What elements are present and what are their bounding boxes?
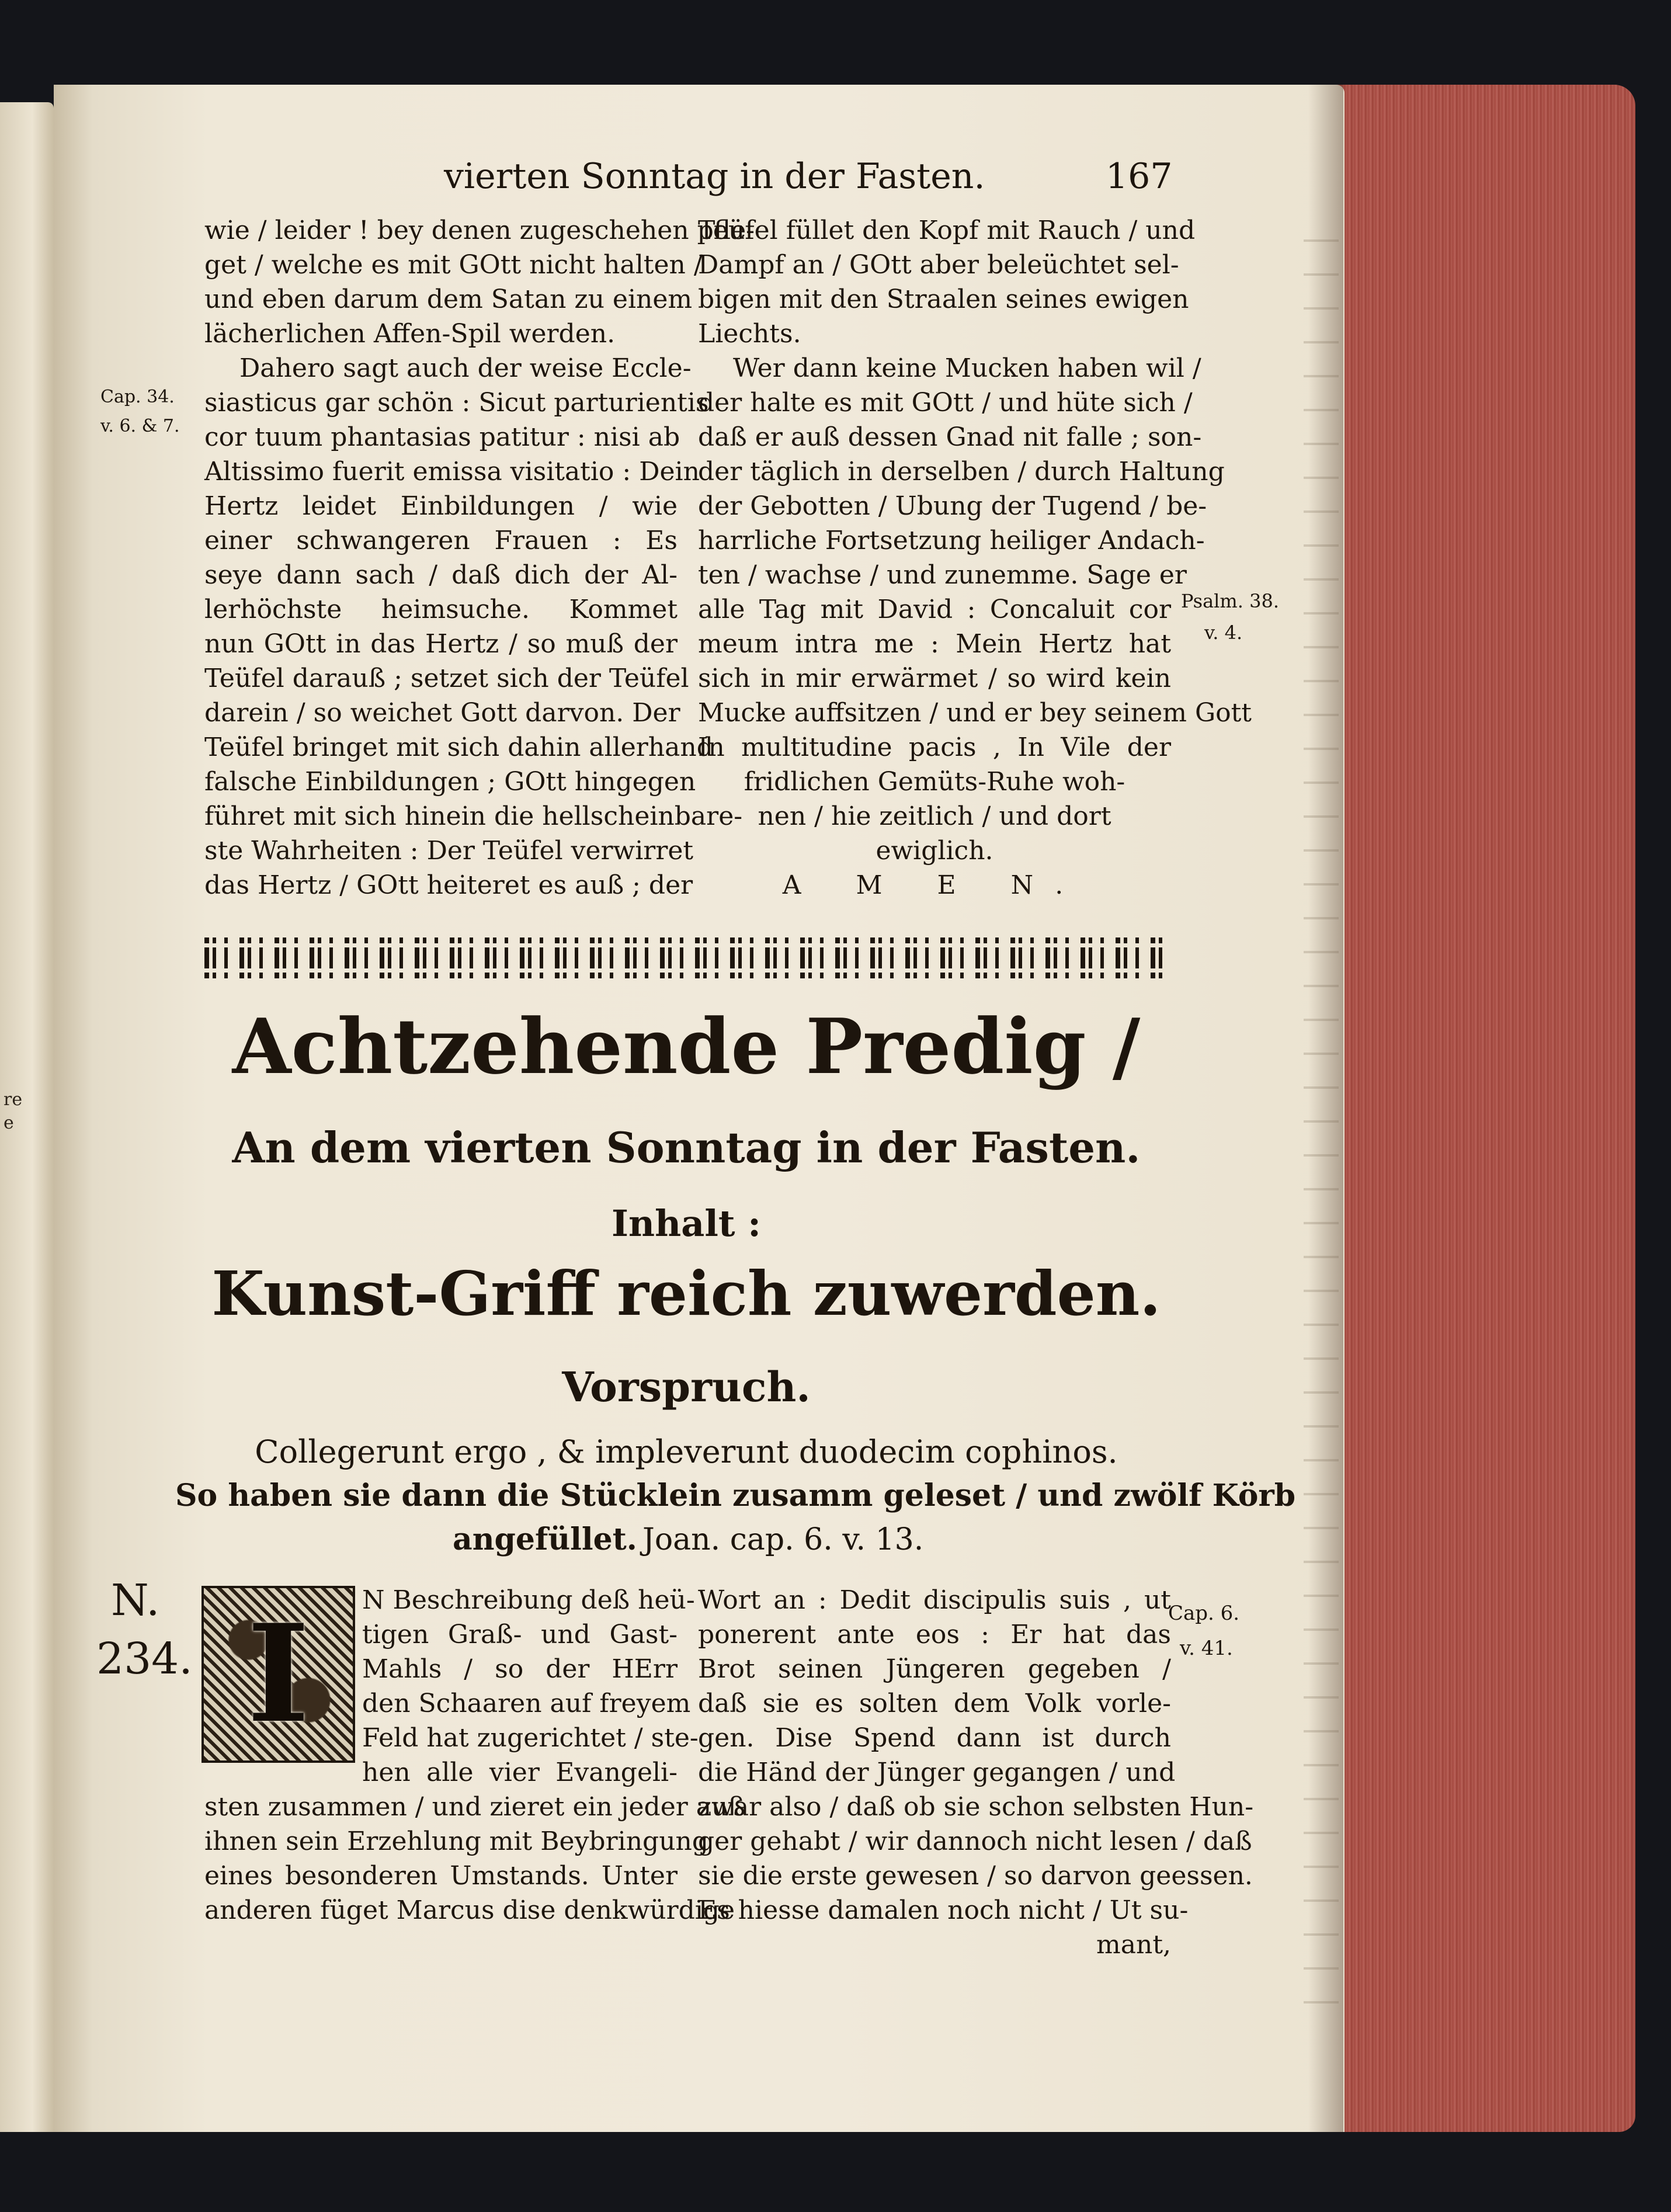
text-line: Feld hat zugerichtet / ste- [362,1723,699,1753]
text-line: Es hiesse damalen noch nicht / Ut su- [698,1895,1189,1925]
text-line: falsche Einbildungen ; GOtt hingegen [204,767,696,797]
text-line: N Beschreibung deß heü- [362,1585,695,1615]
sermon-title: Achtzehende Predig / [232,1002,1141,1091]
text-line: alle Tag mit David : Concaluit cor [698,595,1171,624]
text-line: Mahls / so der HErr [362,1654,678,1684]
text-line: Brot seinen Jüngeren gegeben / [698,1654,1171,1684]
inhalt-label: Inhalt : [612,1202,761,1245]
text-line: sich in mir erwärmet / so wird kein [698,664,1171,693]
text-line: und eben darum dem Satan zu einem [204,284,693,314]
text-line: nen / hie zeitlich / und dort [758,801,1111,831]
motto-german-end: angefüllet. [453,1522,637,1557]
text-line: ten / wachse / und zunemme. Sage er [698,560,1187,590]
facing-page-fragment: re [4,1089,23,1110]
margin-note-psalm: Psalm. 38. [1181,590,1279,612]
vorspruch-label: Vorspruch. [562,1363,811,1411]
text-line: cor tuum phantasias patitur : nisi ab [204,422,680,452]
text-line: den Schaaren auf freyem [362,1689,691,1718]
body-column-left-lower [204,1790,745,1928]
decorated-initial [202,1586,355,1763]
amen: A M E N. [782,870,1087,900]
text-line: daß sie es solten dem Volk vorle- [698,1689,1171,1718]
text-line: die Händ der Jünger gegangen / und [698,1758,1176,1787]
margin-note-cap-verse: v. 6. & 7. [100,416,180,436]
text-line: bigen mit den Straalen seines ewigen [698,284,1189,314]
text-line: fridlichen Gemüts-Ruhe woh- [744,767,1125,797]
text-line: siasticus gar schön : Sicut parturientis [204,388,709,418]
motto-german: So haben sie dann die Stücklein zusamm geleset / und zwölf Körb [175,1478,1296,1513]
body-column-left [362,1583,699,1790]
text-line: der täglich in derselben / durch Haltung [698,457,1225,487]
initial-letter: I [246,1595,310,1753]
margin-note-cap-lower-verse: v. 41. [1180,1637,1233,1660]
text-line: sten zusammen / und zieret ein jeder auß [204,1792,745,1822]
sermon-theme: Kunst-Griff reich zuwerden. [211,1258,1161,1329]
ornamental-rule [204,937,1168,978]
margin-note-cap: Cap. 34. [100,387,175,407]
text-line: daß er auß dessen Gnad nit falle ; son- [698,422,1202,452]
text-line: zwar also / daß ob sie schon selbsten Hun- [698,1792,1254,1822]
text-line: der Gebotten / Ubung der Tugend / be- [698,491,1207,521]
text-line: Mucke auffsitzen / und er bey seinem Gott [698,698,1252,728]
text-line: harrliche Fortsetzung heiliger Andach- [698,526,1205,555]
text-line: Hertz leidet Einbildungen / wie [204,491,678,521]
running-head-title: vierten Sonntag in der Fasten. [444,156,985,197]
section-number: 234. [96,1634,193,1684]
motto-latin: Collegerunt ergo , & impleverunt duodecim cophinos. [255,1433,1118,1470]
text-line: seye dann sach / daß dich der Al- [204,560,678,590]
text-line: Wort an : Dedit discipulis suis , ut [698,1585,1171,1615]
show-through-text [1304,216,1339,2027]
page-block-edge [1334,85,1635,2132]
text-line: Altissimo fuerit emissa visitatio : Dein [204,457,700,487]
text-line: ger gehabt / wir dannoch nicht lesen / daß [698,1826,1252,1856]
facing-page-edge [0,102,54,2132]
text-line: gen. Dise Spend dann ist durch [698,1723,1171,1753]
facing-page-fragment: e [4,1113,14,1133]
margin-note-cap-lower: Cap. 6. [1168,1602,1240,1625]
section-number-label: N. [111,1575,160,1626]
sermon-subtitle: An dem vierten Sonntag in der Fasten. [232,1123,1141,1172]
text-line: das Hertz / GOtt heiteret es auß ; der [204,870,693,900]
text-line: ihnen sein Erzehlung mit Beybringung [204,1826,709,1856]
text-line: Teüfel darauß ; setzet sich der Teüfel [204,664,689,693]
text-line: Liechts. [698,319,801,349]
margin-note-psalm-verse: v. 4. [1204,621,1243,644]
text-line: Teüfel bringet mit sich dahin allerhand [204,732,713,762]
text-line: darein / so weichet Gott darvon. Der [204,698,680,728]
text-line: ewiglich. [876,836,993,866]
text-line: hen alle vier Evangeli- [362,1758,678,1787]
text-line: mant, [1096,1930,1171,1960]
text-line: anderen füget Marcus dise denkwürdige [204,1895,735,1925]
page-number: 167 [1106,156,1173,197]
text-line: führet mit sich hinein die hellscheinbare- [204,801,743,831]
text-line: nun GOtt in das Hertz / so muß der [204,629,678,659]
text-line: get / welche es mit GOtt nicht halten / [204,250,703,280]
text-line: In multitudine pacis , In Vile der [698,732,1171,762]
text-line: Wer dann keine Mucken haben wil / [733,353,1201,383]
text-line: lerhöchste heimsuche. Kommet [204,595,678,624]
text-line: tigen Graß- und Gast- [362,1620,678,1650]
text-line: Teüfel füllet den Kopf mit Rauch / und [698,216,1196,245]
text-line: wie / leider ! bey denen zugeschehen pfle- [204,216,755,245]
text-line: sie die erste gewesen / so darvon geessen. [698,1861,1253,1891]
text-line: ste Wahrheiten : Der Teüfel verwirret [204,836,694,866]
text-line: lächerlichen Affen-Spil werden. [204,319,616,349]
text-line: ponerent ante eos : Er hat das [698,1620,1171,1650]
text-line: meum intra me : Mein Hertz hat [698,629,1171,659]
text-line: eines besonderen Umstands. Unter [204,1861,678,1891]
motto-reference: Joan. cap. 6. v. 13. [642,1522,924,1557]
text-line: Dahero sagt auch der weise Eccle- [239,353,692,383]
text-line: der halte es mit GOtt / und hüte sich / [698,388,1193,418]
text-line: einer schwangeren Frauen : Es [204,526,678,555]
text-line: Dampf an / GOtt aber beleüchtet sel- [698,250,1179,280]
